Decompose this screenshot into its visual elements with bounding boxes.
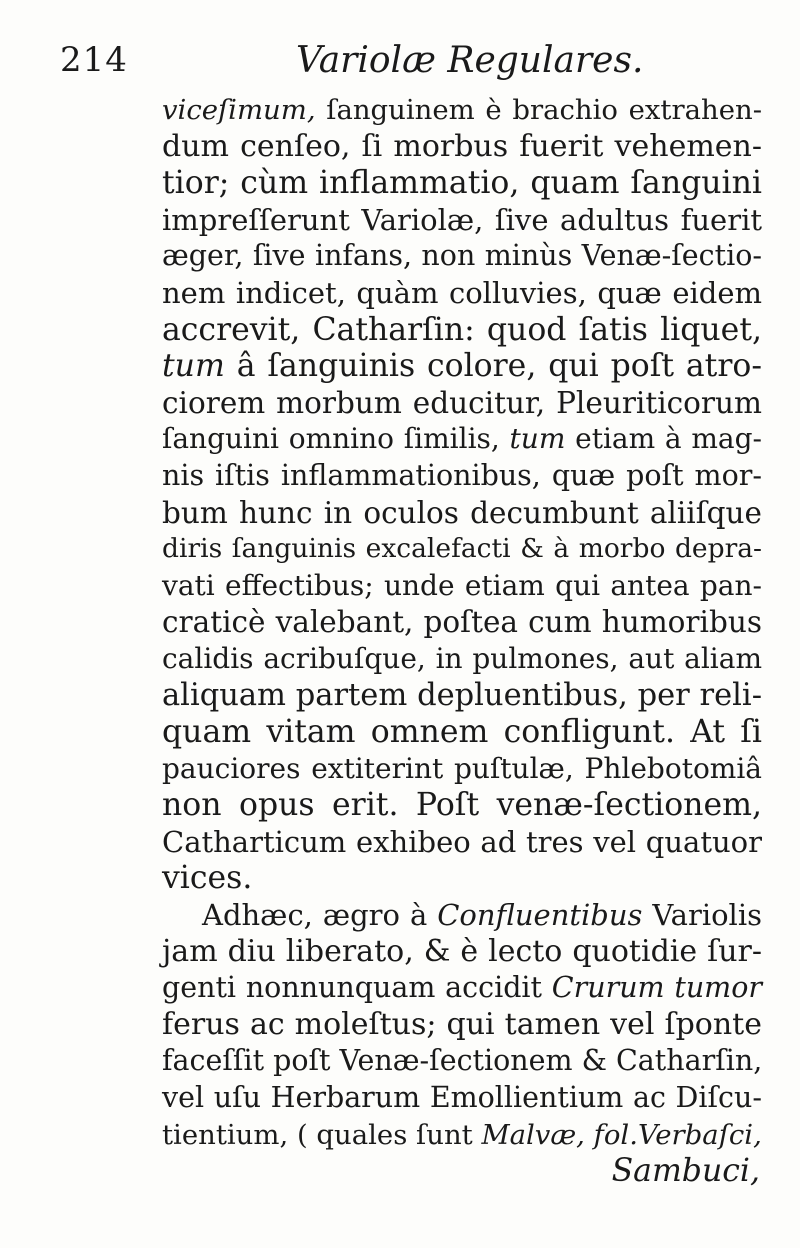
text-line xyxy=(162,238,762,275)
text-segment: nem indicet, quàm colluvies, quæ eidem xyxy=(162,275,762,310)
italic-text: viceſimum, xyxy=(162,94,316,126)
body-text xyxy=(162,92,762,1190)
text-segment: tientium, ( quales ſunt xyxy=(162,1118,482,1151)
text-segment: quam vitam omnem confligunt. At ſi xyxy=(162,714,762,751)
text-line xyxy=(162,824,762,861)
text-line xyxy=(162,458,762,495)
text-segment: vati effectibus; unde etiam qui antea pan- xyxy=(162,568,762,602)
page-number: 214 xyxy=(60,40,128,80)
italic-text: Crurum tumor xyxy=(551,971,762,1005)
text-segment: tior; cùm inflammatio, quam ſanguini xyxy=(162,165,762,202)
italic-text: tum xyxy=(162,348,225,385)
text-line xyxy=(162,1043,762,1080)
text-segment: Adhæc, ægro à xyxy=(202,898,438,933)
text-line xyxy=(162,531,762,568)
text-segment: Catharticum exhibeo ad tres vel quatuor xyxy=(162,824,762,859)
text-line xyxy=(162,495,762,532)
text-line xyxy=(162,1117,762,1154)
page-header xyxy=(60,40,780,90)
text-segment: craticè valebant, poſtea cum humoribus xyxy=(162,605,762,640)
italic-text: Confluentibus xyxy=(437,898,643,933)
text-line xyxy=(162,897,762,934)
text-segment: etiam à mag- xyxy=(565,422,762,456)
text-line xyxy=(162,385,762,422)
catchword: Sambuci, xyxy=(611,1153,760,1190)
text-segment: aliquam partem depluentibus, per reli- xyxy=(162,677,762,713)
text-segment: bum hunc in oculos decumbunt aliiſque xyxy=(162,495,762,530)
text-segment: non opus erit. Poſt venæ-ſectionem, xyxy=(162,787,762,824)
text-line xyxy=(162,165,762,202)
text-segment: ſanguini omnino ſimilis, xyxy=(162,422,510,456)
text-line xyxy=(162,604,762,641)
text-segment: calidis acribuſque, in pulmones, aut aliam xyxy=(162,641,762,675)
text-segment: impreſſerunt Variolæ, ſive adultus fuerit xyxy=(162,202,762,237)
text-segment: accrevit, Catharſin: quod ſatis liquet, xyxy=(162,311,762,348)
text-line xyxy=(162,678,762,715)
text-segment: â ſanguinis colore, qui poſt atro- xyxy=(224,348,762,385)
italic-text: tum xyxy=(509,422,566,456)
text-line xyxy=(162,202,762,239)
text-line xyxy=(162,1007,762,1044)
text-line xyxy=(162,568,762,605)
italic-text: Malvæ, fol.Verbaſci, xyxy=(481,1118,762,1151)
text-segment: vel uſu Herbarum Emollientium ac Diſcu- xyxy=(162,1081,762,1115)
text-segment: pauciores extiterint puſtulæ, Phlebotomiâ xyxy=(162,751,762,785)
text-line xyxy=(162,275,762,312)
text-line xyxy=(162,348,762,385)
running-head: Variolæ Regulares. xyxy=(296,40,644,81)
text-line xyxy=(162,129,762,166)
text-line xyxy=(162,312,762,349)
text-segment: nis iſtis inflammationibus, quæ poſt mor- xyxy=(162,458,762,492)
text-line xyxy=(162,751,762,788)
text-segment: Variolis xyxy=(642,898,762,933)
text-segment: ferus ac moleſtus; qui tamen vel ſponte xyxy=(162,1006,762,1042)
text-line xyxy=(162,934,762,971)
text-segment: jam diu liberato, & è lecto quotidie ſur- xyxy=(162,933,762,969)
text-line xyxy=(162,787,762,824)
text-segment: æger, ſive infans, non minùs Venæ-ſectio- xyxy=(162,239,762,273)
text-segment: vices. xyxy=(162,860,253,897)
text-line xyxy=(162,970,762,1007)
text-line xyxy=(162,714,762,751)
text-segment: diris ſanguinis excalefacti & à morbo depra- xyxy=(162,533,762,565)
text-line xyxy=(162,641,762,678)
text-line xyxy=(162,421,762,458)
text-segment: faceſſit poſt Venæ-ſectionem & Catharſin, xyxy=(162,1044,763,1078)
text-segment: dum cenſeo, ſi morbus fuerit vehemen- xyxy=(162,128,762,164)
text-line xyxy=(162,92,762,129)
text-segment: ciorem morbum educitur, Pleuriticorum xyxy=(162,385,762,420)
text-segment: genti nonnunquam accidit xyxy=(162,971,552,1005)
text-line xyxy=(162,860,762,897)
text-line xyxy=(162,1080,762,1117)
text-segment: ſanguinem è brachio extrahen- xyxy=(315,94,762,126)
